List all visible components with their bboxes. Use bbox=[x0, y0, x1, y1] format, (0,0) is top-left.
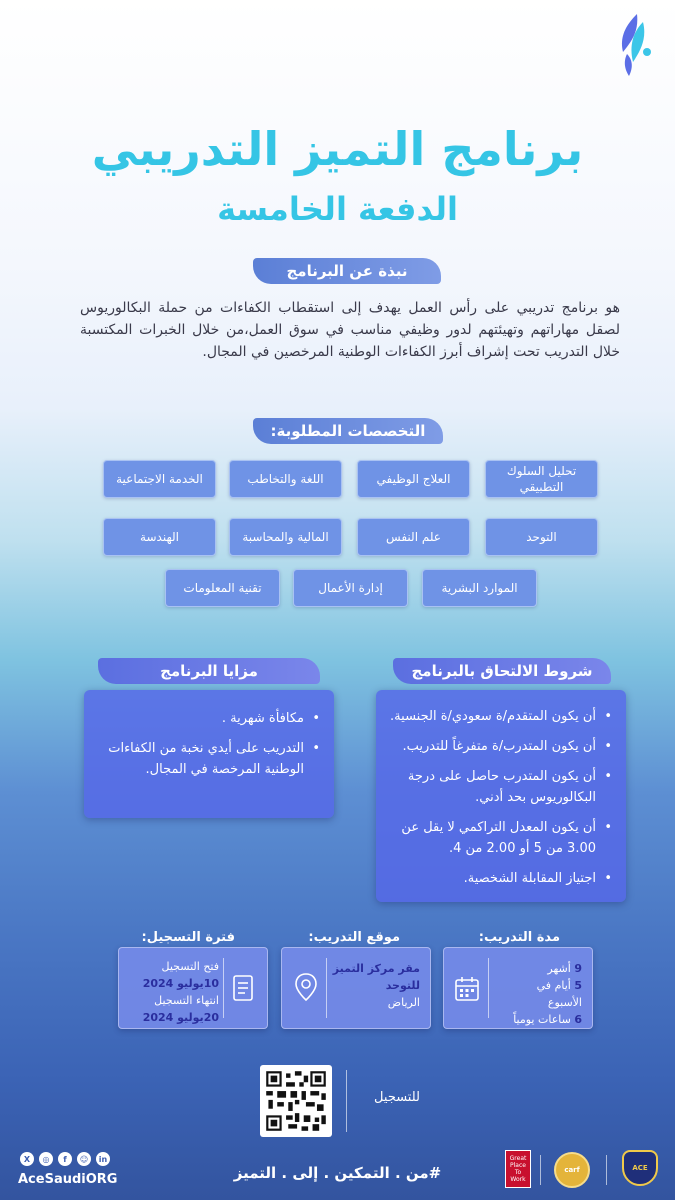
spec-item: إدارة الأعمال bbox=[293, 569, 408, 607]
spec-item: المالية والمحاسبة bbox=[229, 518, 342, 556]
duration-num: 6 bbox=[574, 1013, 582, 1026]
instagram-icon[interactable]: ◎ bbox=[39, 1152, 53, 1166]
requirement-item: • اجتياز المقابلة الشخصية. bbox=[386, 868, 614, 889]
registration-close-date: 20يوليو 2024 bbox=[142, 1011, 219, 1024]
registration-open-label: فتح التسجيل bbox=[161, 960, 219, 973]
benefits-card bbox=[84, 690, 334, 818]
duration-num: 5 bbox=[574, 979, 582, 992]
spec-item: اللغة والتخاطب bbox=[229, 460, 342, 498]
about-text: هو برنامج تدريبي على رأس العمل يهدف إلى استقطاب الكفاءات من حملة البكالوريوس لصقل مهاراتهم وتهيئتهم لدور وظيفي مناسب في سوق العمل،من خلال الخبرات المكتسبة خلال التدريب تحت إشراف أبرز الكفاءات الوطنية المرخصين في المجال. bbox=[80, 300, 620, 360]
requirements-card bbox=[376, 690, 626, 902]
register-label: للتسجيل bbox=[374, 1090, 420, 1105]
spec-item: علم النفس bbox=[357, 518, 470, 556]
great-place-to-work-badge: Great Place To Work bbox=[505, 1150, 531, 1188]
requirements-heading: شروط الالتحاق بالبرنامج bbox=[393, 658, 611, 684]
benefits-heading: مزايا البرنامج bbox=[98, 658, 320, 684]
spec-item: الهندسة bbox=[103, 518, 216, 556]
duration-num: 9 bbox=[574, 962, 582, 975]
brand-logo-icon bbox=[609, 10, 655, 80]
carf-badge: carf bbox=[554, 1152, 590, 1188]
benefit-item: • مكافأة شهرية . bbox=[94, 708, 322, 729]
about-heading: نبذة عن البرنامج bbox=[253, 258, 441, 284]
spec-item: تحليل السلوك التطبيقي bbox=[485, 460, 598, 498]
social-handle: AceSaudiORG bbox=[18, 1172, 118, 1187]
calendar-icon bbox=[454, 976, 480, 1002]
location-label: موقع التدريب: bbox=[308, 930, 400, 945]
spec-item: التوحد bbox=[485, 518, 598, 556]
page-title: برنامج التميز التدريبي bbox=[91, 122, 584, 176]
ace-crest-badge: ACE bbox=[622, 1150, 658, 1186]
registration-qr-code[interactable] bbox=[260, 1065, 332, 1137]
page-subtitle: الدفعة الخامسة bbox=[217, 190, 458, 228]
duration-label: مدة التدريب: bbox=[478, 930, 560, 945]
spec-item: تقنية المعلومات bbox=[165, 569, 280, 607]
facebook-icon[interactable]: f bbox=[58, 1152, 72, 1166]
location-line: مقر مركز التميز bbox=[332, 962, 420, 975]
spec-item: الخدمة الاجتماعية bbox=[103, 460, 216, 498]
spec-item: الموارد البشرية bbox=[422, 569, 537, 607]
location-line: للتوحد bbox=[385, 979, 420, 992]
benefit-item: • التدريب على أيدي نخبة من الكفاءات الوطنية المرخصة في المجال. bbox=[94, 738, 322, 780]
location-card bbox=[281, 947, 431, 1029]
registration-card bbox=[118, 947, 268, 1029]
requirement-item: • أن يكون المتدرب حاصل على درجة البكالوريوس بحد أدني. bbox=[386, 766, 614, 808]
location-line: الرياض bbox=[387, 996, 420, 1009]
document-icon bbox=[231, 974, 255, 1002]
duration-card bbox=[443, 947, 593, 1029]
linkedin-icon[interactable]: in bbox=[96, 1152, 110, 1166]
duration-text: ساعات يومياً bbox=[513, 1013, 571, 1026]
specializations-heading: التخصصات المطلوبة: bbox=[253, 418, 443, 444]
requirement-item: • أن يكون المتدرب/ة متفرغاً للتدريب. bbox=[386, 736, 614, 757]
snapchat-icon[interactable]: ☺ bbox=[77, 1152, 91, 1166]
location-pin-icon bbox=[294, 972, 318, 1004]
slogan-hashtag: #من . التمكين . إلى . التميز bbox=[233, 1164, 442, 1182]
requirement-item: • أن يكون المعدل التراكمي لا يقل عن 3.00 من 5 أو 2.00 من 4. bbox=[386, 817, 614, 859]
x-twitter-icon[interactable]: X bbox=[20, 1152, 34, 1166]
spec-item: العلاج الوظيفي bbox=[357, 460, 470, 498]
registration-open-date: 10يوليو 2024 bbox=[142, 977, 219, 990]
duration-text: أيام في الأسبوع bbox=[536, 979, 582, 1009]
registration-label: فترة التسجيل: bbox=[141, 930, 235, 945]
requirement-item: • أن يكون المتقدم/ة سعودي/ة الجنسية. bbox=[386, 706, 614, 727]
registration-close-label: انتهاء التسجيل bbox=[154, 994, 219, 1007]
duration-text: أشهر bbox=[547, 962, 571, 975]
